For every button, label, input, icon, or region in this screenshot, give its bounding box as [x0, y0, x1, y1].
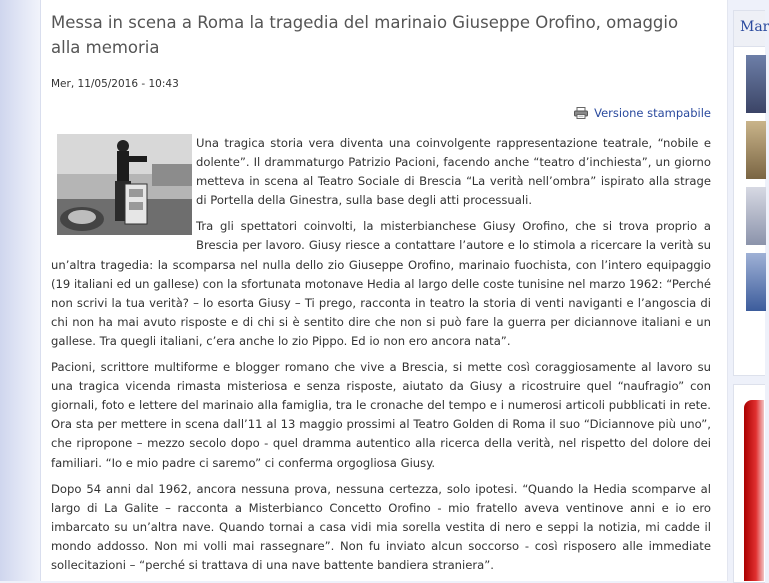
article-paragraph-3: Pacioni, scrittore multiforme e blogger romano che vive a Brescia, si mette così coraggiosamente al lavoro su una tragica vicenda rimasta misteriosa e senza risposte, aiutato da Giusy a ricostruire quel “naufragio” con giornali, foto e lettere del marinaio alla famiglia, tra le cronache del tempo e i numerosi articoli pubblicati in rete. Ora sta per mettere in scena dall’11 al 13 maggio prossimi al Teatro Golden di Roma il suo “Diciannove più uno”, che ripropone – mezzo secolo dopo - quel dramma autentico alla ricerca della verità, nel rispetto del dolore dei familiari. “Io e mio padre ci saremo” ci conferma orgogliosa Giusy.	[51, 360, 711, 470]
sidebar-thumbnail[interactable]	[746, 55, 766, 113]
article-title: Messa in scena a Roma la tragedia del marinaio Giuseppe Orofino, omaggio alla memoria	[51, 13, 679, 57]
article-date: Mer, 11/05/2016 - 10:43	[51, 78, 179, 90]
sidebar-thumbnail[interactable]	[746, 121, 766, 179]
sidebar-thumbnail[interactable]	[746, 253, 766, 311]
article-paragraph-1: Una tragica storia vera diventa una coinvolgente rappresentazione teatrale, “nobile e dolente”. Il drammaturgo Patrizio Pacioni, facendo anche “teatro d’inchiesta”, un giorno metteva in scena al Teatro Sociale di Brescia “La verità nell’ombra” ispirato alla strage di Portella della Ginestra, sulla base degli atti processuali.	[196, 136, 711, 208]
article-container	[40, 0, 728, 581]
printable-version-link[interactable]	[574, 106, 711, 120]
article-paragraph-2: Tra gli spettatori coinvolti, la misterbianchese Giusy Orofino, che si trova proprio a Brescia per lavoro. Giusy riesce a contattare l’autore e lo stimola a ricercare la verità su un’altra tragedia: la scomparsa nel nulla dello zio Giuseppe Orofino, marinaio fuochista, con l’intero equipaggio (19 italiani ed un gallese) con la sfortunata motonave Hedia al largo delle coste tunisine nel marzo 1962: “Perché non scrivi la tua verità? – lo esorta Giusy – Ti prego, racconta in teatro la storia di venti naviganti e l’angoscia di chi non ha mai avuto risposte e di chi si è sentito dire che non si può fare la guerra per diciannove italiani e un gallese. Tra quegli italiani, c’era anche lo zio Pippo. Ed io non ero ancora nata”.	[51, 219, 711, 348]
sidebar-banner[interactable]	[744, 400, 764, 581]
sidebar-block	[733, 10, 769, 376]
printable-version-label: Versione stampabile	[594, 106, 711, 120]
sidebar-thumbnail[interactable]	[746, 187, 766, 245]
sidebar-heading: Mar	[734, 11, 765, 47]
article-body	[51, 134, 711, 582]
article-paragraph-4: Dopo 54 anni dal 1962, ancora nessuna prova, nessuna certezza, solo ipotesi. “Quando la Hedia scomparve al largo di La Galite – racconta a Misterbianco Concetto Orofino - mio fratello aveva ventinove anni e io ero imbarcato su un’altra nave. Quando tornai a casa vidi mia sorella vestita di nero e seppi la notizia, mi cadde il mondo addosso. Non mi volli mai rassegnare”. Non fu inviato alcun soccorso - così risposero alle immediate sollecitazioni – “perché si trattava di una nave battente bandiera straniera”.	[51, 481, 711, 572]
page-left-background	[0, 0, 40, 581]
printer-icon	[574, 107, 588, 119]
